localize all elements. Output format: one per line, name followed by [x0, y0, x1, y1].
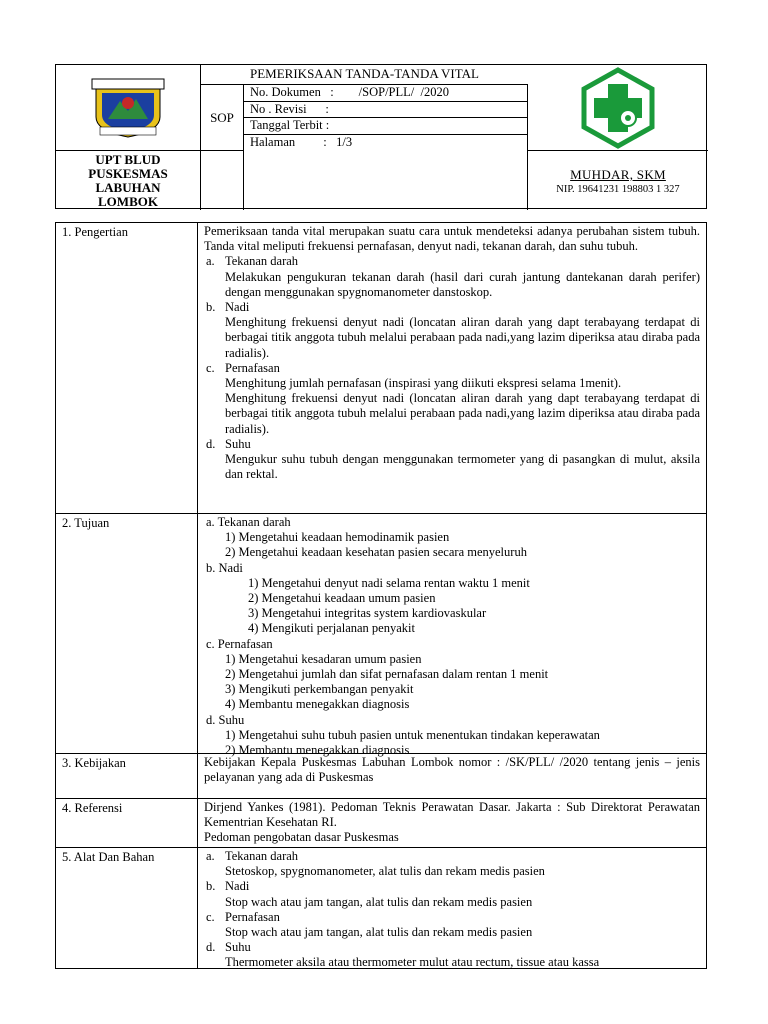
item-desc: Stop wach atau jam tangan, alat tulis dan rekam medis pasien	[225, 925, 533, 940]
org-line: LOMBOK	[98, 193, 158, 209]
puskesmas-cross-icon	[576, 66, 660, 150]
lombok-timur-logo-cell	[56, 65, 201, 151]
signer-name: MUHDAR, SKM	[570, 167, 666, 182]
section-content	[198, 754, 706, 785]
list-item: c. Pernafasan	[206, 636, 273, 651]
list-item	[204, 940, 700, 955]
section-alat-bahan	[56, 848, 706, 968]
section-content	[198, 223, 706, 482]
list-item	[204, 849, 700, 864]
item-desc: Menghitung frekuensi denyut nadi (loncatan aliran darah yang dapt terabayang terdapat di berbagai titik anggota tubuh melalui perabaan pada nadi,yang lazim diperiksa atau diraba pada radialis).	[225, 391, 700, 436]
signer-nip: NIP. 19641231 198803 1 327	[556, 184, 680, 195]
item-desc: Thermometer aksila atau thermometer mulut atau rectum, tissue atau kassa	[225, 955, 600, 970]
list-item: d. Suhu	[206, 712, 245, 727]
list-item: 2) Membantu menegakkan diagnosis	[225, 743, 410, 758]
item-desc: Stop wach atau jam tangan, alat tulis dan rekam medis pasien	[225, 894, 533, 909]
referensi-text: Pedoman pengobatan dasar Puskesmas	[204, 830, 399, 845]
referensi-text: Dirjend Yankes (1981). Pedoman Teknis Perawatan Dasar. Jakarta : Sub Direktorat Perawatan Kementrian Kesehatan RI.	[204, 800, 700, 830]
signer-block	[528, 151, 708, 210]
item-title: Nadi	[225, 879, 250, 894]
list-marker: b.	[206, 300, 216, 315]
list-item: 3) Mengetahui integritas system kardiovaskular	[248, 606, 487, 621]
info-no-dokumen: No. Dokumen : /SOP/PLL/ /2020	[244, 85, 527, 102]
list-item	[204, 910, 700, 925]
list-item	[204, 361, 700, 376]
org-line: UPT BLUD	[95, 151, 161, 167]
item-desc: Melakukan pengukuran tekanan darah (hasil dari curah jantung dantekanan darah perifer) dengan menggunakan spygnomanometer danstoskop.	[225, 269, 700, 299]
list-marker: c.	[206, 909, 215, 924]
info-tanggal-terbit: Tanggal Terbit :	[244, 118, 527, 135]
item-title: Tekanan darah	[225, 254, 299, 269]
section-label: 2. Tujuan	[56, 514, 198, 753]
item-title: Tekanan darah	[225, 849, 299, 863]
item-desc: Menghitung frekuensi denyut nadi (loncatan aliran darah yang dapt terabayang terdapat di berbagai titik anggota tubuh melalui perabaan pada nadi,yang lazim diperiksa atau diraba pada radialis).	[225, 315, 700, 360]
list-item: 2) Mengetahui jumlah dan sifat pernafasan dalam rentan 1 menit	[225, 667, 549, 682]
list-item: 1) Mengetahui kesadaran umum pasien	[225, 651, 422, 666]
org-line: PUSKESMAS	[88, 165, 168, 181]
lombok-timur-emblem-icon	[88, 77, 168, 139]
list-marker: b.	[206, 879, 216, 894]
item-title: Pernafasan	[225, 360, 280, 375]
list-marker: a.	[206, 254, 215, 269]
item-title: Nadi	[225, 300, 250, 315]
section-label: 5. Alat Dan Bahan	[56, 848, 198, 968]
sop-header-table	[55, 64, 707, 209]
item-title: Pernafasan	[225, 909, 280, 924]
item-desc: Stetoskop, spygnomanometer, alat tulis dan rekam medis pasien	[225, 864, 545, 879]
list-item	[204, 437, 700, 452]
item-title: Suhu	[225, 940, 251, 955]
list-item: 1) Mengetahui suhu tubuh pasien untuk menentukan tindakan keperawatan	[225, 727, 600, 742]
info-no-revisi: No . Revisi :	[244, 102, 527, 119]
list-marker: d.	[206, 436, 216, 451]
section-content	[198, 799, 706, 846]
section-kebijakan	[56, 754, 706, 799]
list-item: 4) Membantu menegakkan diagnosis	[225, 697, 410, 712]
list-item	[204, 254, 700, 269]
sop-label: SOP	[201, 85, 244, 151]
list-item: 1) Mengetahui keadaan hemodinamik pasien	[225, 530, 450, 545]
list-item	[204, 300, 700, 315]
section-label: 4. Referensi	[56, 799, 198, 847]
list-item: 2) Mengetahui keadaan umum pasien	[248, 591, 436, 606]
org-line: LABUHAN	[95, 179, 161, 195]
list-marker: a.	[206, 849, 215, 863]
blank-cell	[201, 151, 244, 210]
list-item: a. Tekanan darah	[206, 515, 291, 529]
puskesmas-logo-cell	[528, 65, 708, 151]
list-item: b. Nadi	[206, 560, 243, 575]
section-content	[198, 514, 706, 758]
kebijakan-text: Kebijakan Kepala Puskesmas Labuhan Lombok nomor : /SK/PLL/ /2020 tentang jenis – jenis pelayanan yang ada di Puskesmas	[204, 755, 700, 785]
list-item: 2) Mengetahui keadaan kesehatan pasien secara menyeluruh	[225, 545, 527, 560]
section-pengertian	[56, 223, 706, 514]
sop-body-table	[55, 222, 707, 969]
list-item: 4) Mengikuti perjalanan penyakit	[248, 621, 415, 636]
section-label: 1. Pengertian	[56, 223, 198, 513]
item-title: Suhu	[225, 436, 251, 451]
list-marker: c.	[206, 360, 215, 375]
blank-cell	[244, 151, 528, 210]
organization-name	[56, 151, 201, 210]
item-desc: Menghitung jumlah pernafasan (inspirasi yang diikuti ekspresi selama 1menit).	[225, 376, 622, 391]
list-marker: d.	[206, 940, 216, 955]
list-item	[204, 879, 700, 894]
document-title: PEMERIKSAAN TANDA-TANDA VITAL	[201, 65, 528, 85]
list-item: 1) Mengetahui denyut nadi selama rentan waktu 1 menit	[248, 575, 530, 590]
section-content	[198, 848, 706, 971]
info-halaman: Halaman : 1/3	[250, 134, 353, 149]
list-item: 3) Mengikuti perkembangan penyakit	[225, 682, 414, 697]
section-referensi	[56, 799, 706, 848]
item-desc: Mengukur suhu tubuh dengan menggunakan termometer yang di pasangkan di mulut, aksila dan rektal.	[225, 452, 700, 482]
document-info	[244, 85, 528, 151]
pengertian-intro: Pemeriksaan tanda vital merupakan suatu cara untuk mendeteksi adanya perubahan sistem tubuh. Tanda vital meliputi frekuensi pernafasan, denyut nadi, tekanan darah, dan suhu tubuh.	[204, 224, 700, 254]
section-tujuan	[56, 514, 706, 758]
section-label: 3. Kebijakan	[56, 754, 198, 798]
